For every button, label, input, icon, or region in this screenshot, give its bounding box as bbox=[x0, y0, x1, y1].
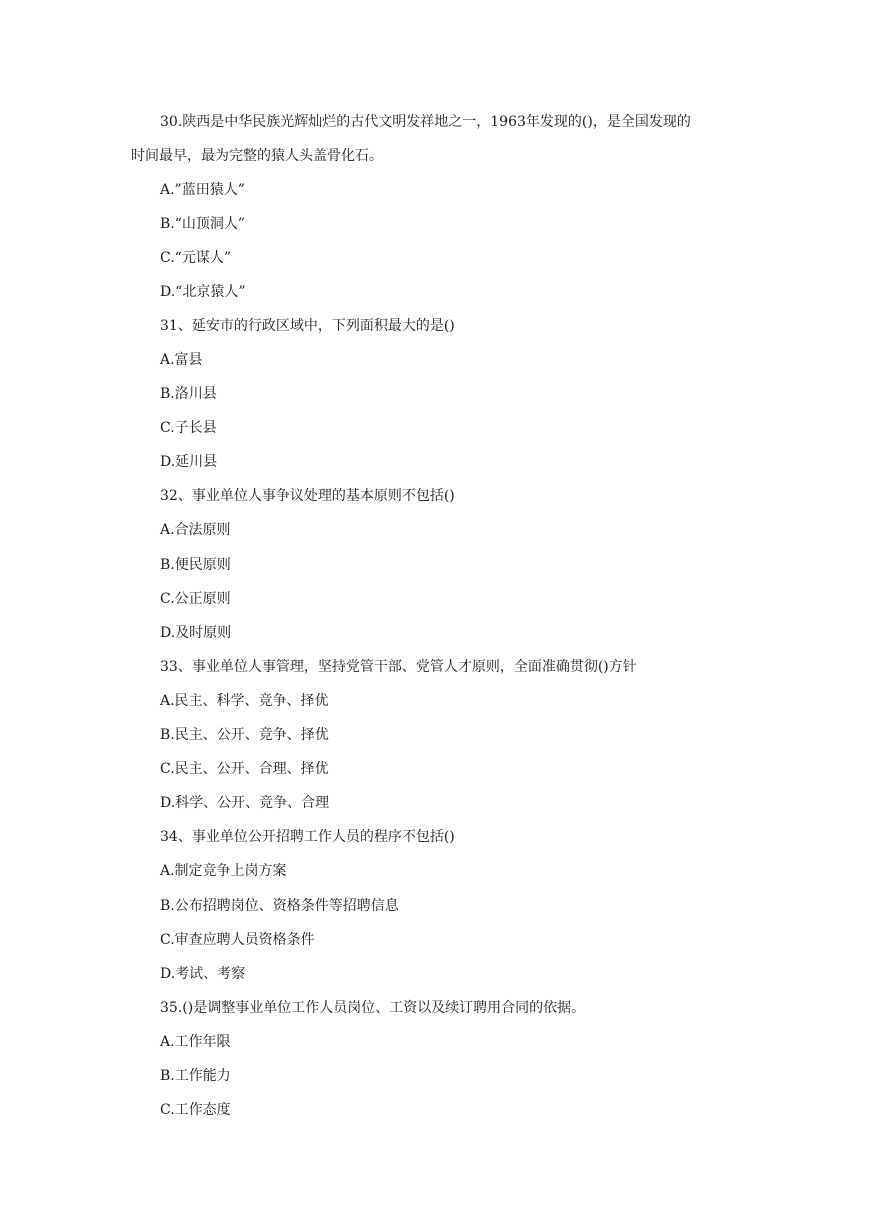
question-31-option-d: D.延川县 bbox=[160, 454, 218, 470]
question-30-option-a: A.”蓝田猿人” bbox=[160, 182, 245, 198]
question-34-option-d: D.考试、考察 bbox=[160, 966, 246, 982]
question-33-option-c: C.民主、公开、合理、择优 bbox=[160, 761, 329, 777]
question-35-text: 35.()是调整事业单位工作人员岗位、工资以及续订聘用合同的依据。 bbox=[160, 1000, 586, 1016]
question-31-option-b: B.洛川县 bbox=[160, 386, 217, 402]
question-30-option-d: D.“北京猿人” bbox=[160, 284, 246, 300]
question-32-option-d: D.及时原则 bbox=[160, 625, 232, 641]
question-34-option-c: C.审查应聘人员资格条件 bbox=[160, 932, 315, 948]
question-31-option-a: A.富县 bbox=[160, 352, 203, 368]
question-34-option-a: A.制定竞争上岗方案 bbox=[160, 863, 287, 879]
question-30-text: 30.陕西是中华民族光辉灿烂的古代文明发祥地之一，1963年发现的()，是全国发现的 bbox=[160, 114, 691, 130]
question-34-text: 34、事业单位公开招聘工作人员的程序不包括() bbox=[160, 829, 455, 845]
question-30-text-continued: 时间最早，最为完整的猿人头盖骨化石。 bbox=[131, 148, 383, 164]
question-34-option-b: B.公布招聘岗位、资格条件等招聘信息 bbox=[160, 898, 399, 914]
question-32-option-c: C.公正原则 bbox=[160, 591, 231, 607]
question-33-option-b: B.民主、公开、竞争、择优 bbox=[160, 727, 329, 743]
question-30-option-c: C.“元谋人” bbox=[160, 250, 231, 266]
question-35-option-c: C.工作态度 bbox=[160, 1102, 231, 1118]
question-33-text: 33、事业单位人事管理，坚持党管干部、党管人才原则，全面准确贯彻()方针 bbox=[160, 659, 637, 675]
question-33-option-a: A.民主、科学、竞争、择优 bbox=[160, 693, 329, 709]
question-32-option-b: B.便民原则 bbox=[160, 557, 231, 573]
question-30-option-b: B.“山顶洞人” bbox=[160, 216, 246, 232]
question-35-option-b: B.工作能力 bbox=[160, 1068, 231, 1084]
question-33-option-d: D.科学、公开、竞争、合理 bbox=[160, 795, 330, 811]
question-31-text: 31、延安市的行政区域中，下列面积最大的是() bbox=[160, 318, 455, 334]
question-35-option-a: A.工作年限 bbox=[160, 1034, 231, 1050]
question-31-option-c: C.子长县 bbox=[160, 420, 217, 436]
question-32-text: 32、事业单位人事争议处理的基本原则不包括() bbox=[160, 488, 455, 504]
question-32-option-a: A.合法原则 bbox=[160, 522, 231, 538]
